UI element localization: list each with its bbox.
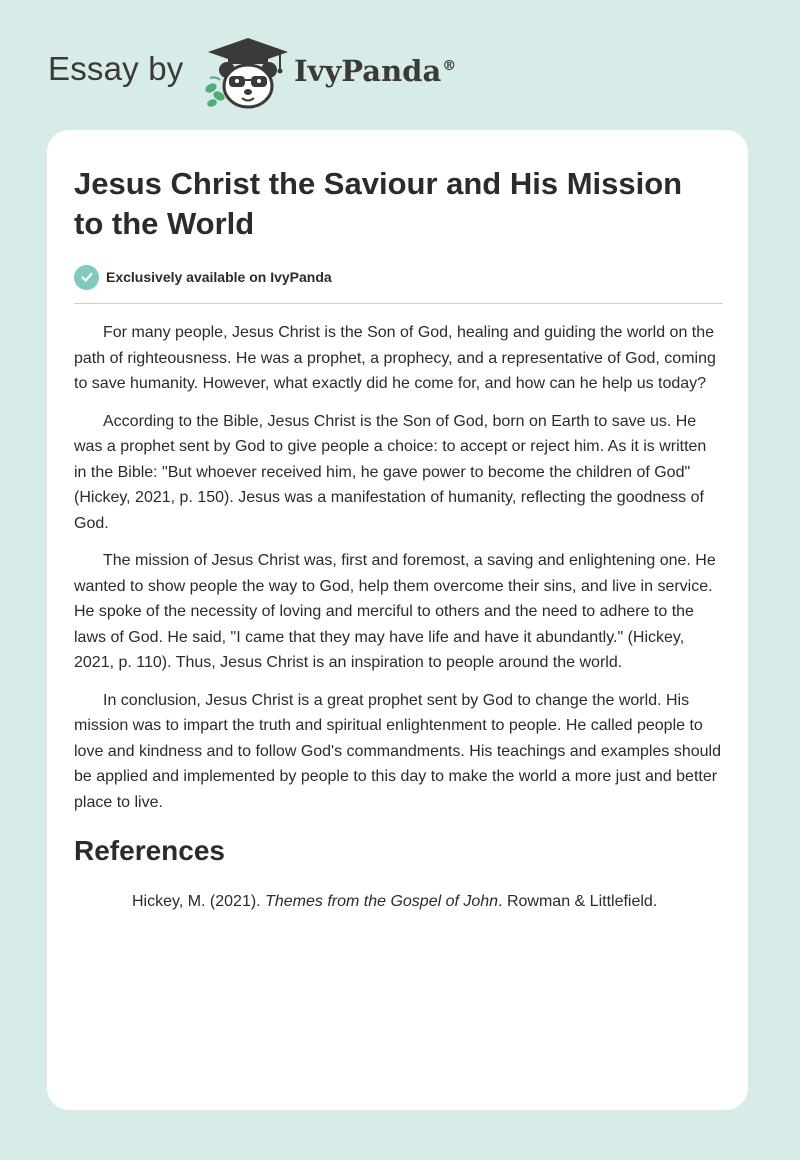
essay-title: Jesus Christ the Saviour and His Mission to the World: [74, 166, 683, 241]
brand-name[interactable]: [294, 54, 456, 88]
essay-body: [74, 320, 723, 927]
divider: [74, 303, 723, 304]
brand-text: IvyPanda: [294, 54, 442, 88]
paragraph: For many people, Jesus Christ is the Son of God, healing and guiding the world on the path of righteousness. He was a prophet, a prophecy, and a representative of God, coming to save humanity. However, what exactly did he come for, and how can he help us today?: [74, 324, 716, 392]
paragraph: According to the Bible, Jesus Christ is the Son of God, born on Earth to save us. He was a prophet sent by God to give people a choice: to accept or reject him. As it is written in the Bible: "But whoever received him, he gave power to become the children of God" (Hickey, 2021, p. 150). Jesus was a manifestation of humanity, reflecting the goodness of God.: [74, 412, 707, 532]
essay-card: [47, 130, 748, 1110]
reference-entry: [74, 889, 723, 915]
references-heading: References: [74, 835, 225, 866]
exclusive-label: Exclusively available on IvyPanda: [106, 269, 332, 285]
check-circle-icon: [74, 265, 99, 290]
reference-publisher: . Rowman & Littlefield.: [498, 893, 658, 910]
exclusive-badge: [74, 264, 332, 290]
registered-mark: ®: [442, 58, 457, 75]
reference-work-title: Themes from the Gospel of John: [265, 893, 499, 910]
site-header: [48, 36, 568, 112]
reference-author: Hickey, M. (2021).: [132, 893, 266, 910]
paragraph: In conclusion, Jesus Christ is a great prophet sent by God to change the world. His mission was to impart the truth and spiritual enlightenment to people. He called people to love and kindness and to follow God's commandments. His teachings and examples should be applied and implemented by people to this day to make the world a more just and better place to live.: [74, 691, 721, 811]
paragraph: The mission of Jesus Christ was, first and foremost, a saving and enlightening one. He wanted to show people the way to God, help them overcome their sins, and live in service. He spoke of the necessity of loving and merciful to others and the need to adhere to the laws of God. He said, "I came that they may have life and have it abundantly." (Hickey, 2021, p. 110). Thus, Jesus Christ is an inspiration to people around the world.: [74, 552, 716, 671]
essay-by-label: Essay by: [48, 50, 184, 87]
panda-graduate-icon: [200, 36, 296, 112]
ivypanda-logo[interactable]: [200, 36, 296, 112]
